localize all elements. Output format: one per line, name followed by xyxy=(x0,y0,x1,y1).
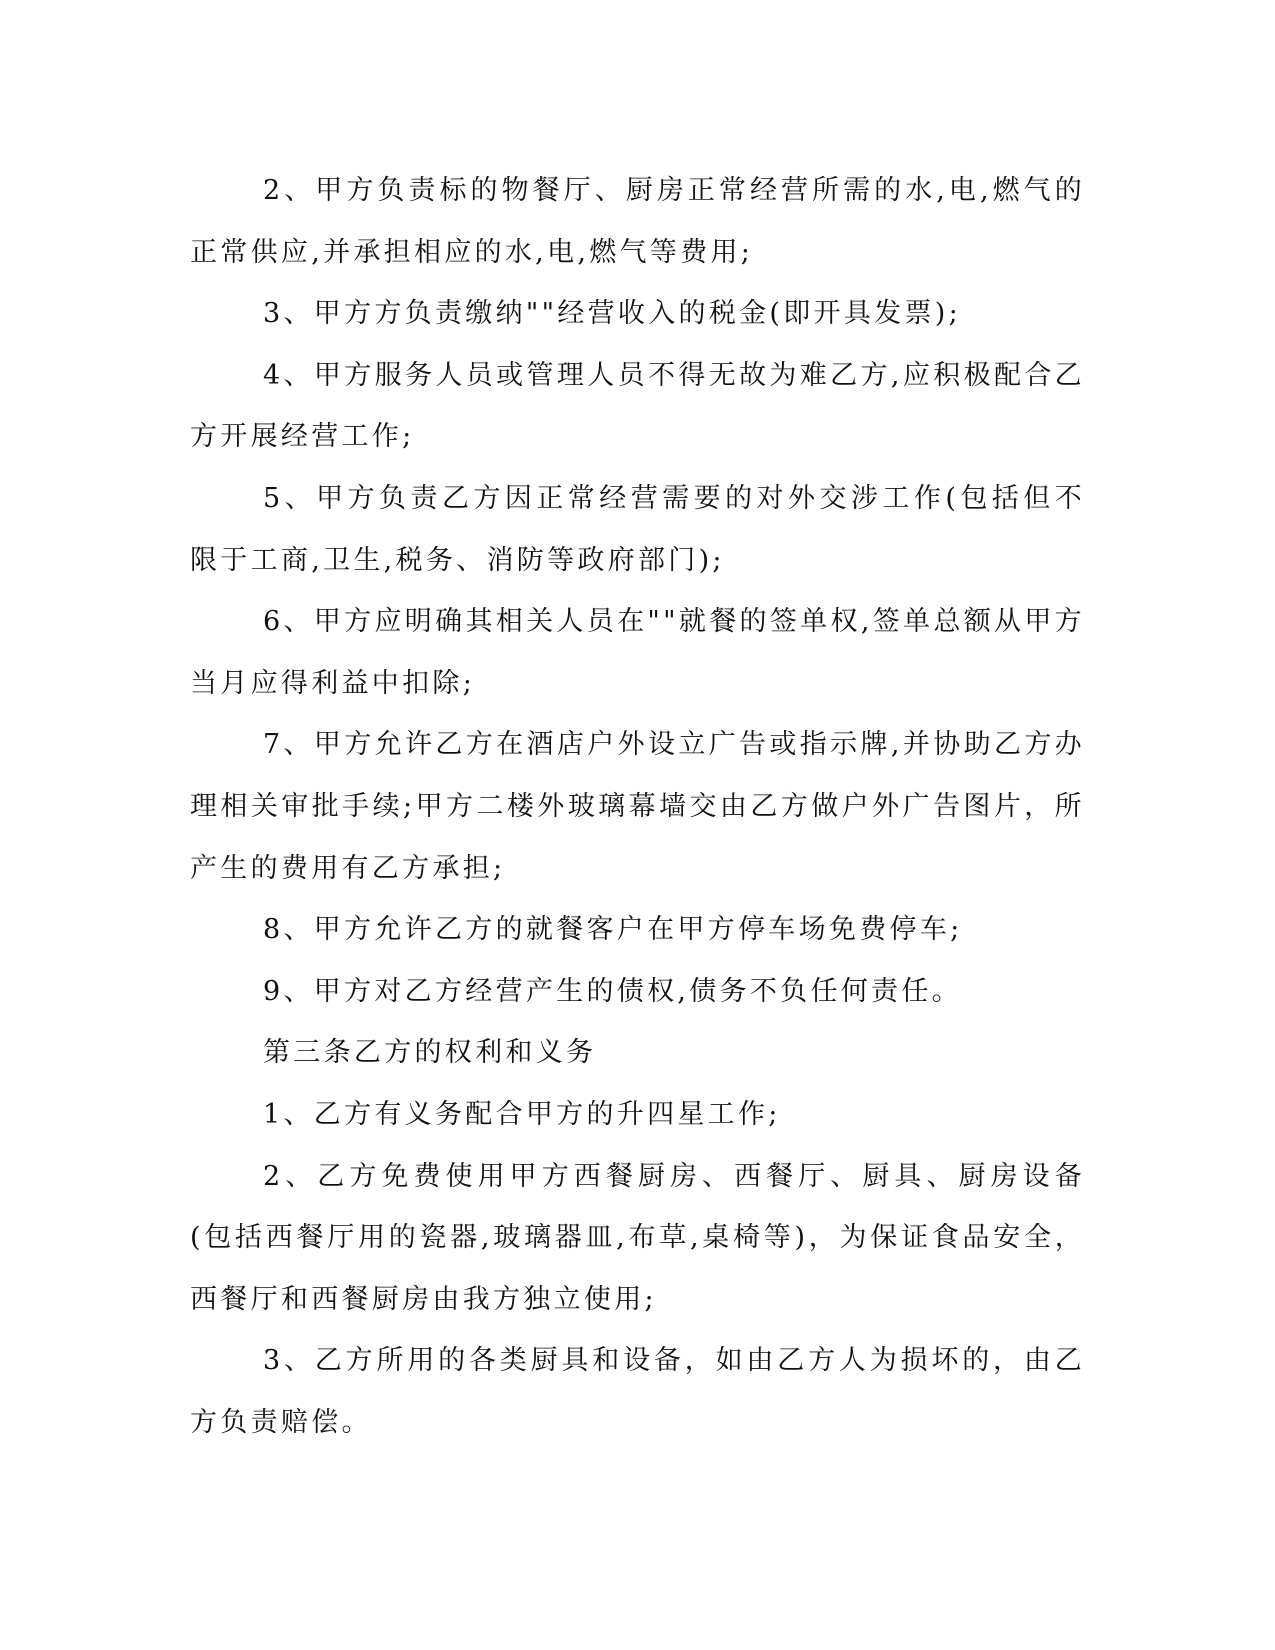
paragraph-clause-b2: 2、乙方免费使用甲方西餐厨房、西餐厅、厨具、厨房设备(包括西餐厅用的瓷器,玻璃器皿,布草,桌椅等)，为保证食品安全，西餐厅和西餐厨房由我方独立使用; xyxy=(190,1160,1085,1315)
section-heading-article-3: 第三条乙方的权利和义务 xyxy=(263,1037,597,1069)
paragraph-clause-b1: 1、乙方有义务配合甲方的升四星工作; xyxy=(263,1098,781,1130)
paragraph-clause-a9: 9、甲方对乙方经营产生的债权,债务不负任何责任。 xyxy=(263,975,962,1007)
document-body xyxy=(190,160,1085,1453)
paragraph-clause-a8: 8、甲方允许乙方的就餐客户在甲方停车场免费停车; xyxy=(263,914,963,946)
paragraph-clause-a3: 3、甲方方负责缴纳""经营收入的税金(即开具发票); xyxy=(263,298,961,330)
paragraph-clause-b3: 3、乙方所用的各类厨具和设备，如由乙方人为损坏的，由乙方负责赔偿。 xyxy=(190,1345,1085,1438)
paragraph-clause-a5: 5、甲方负责乙方因正常经营需要的对外交涉工作(包括但不限于工商,卫生,税务、消防等政府部门); xyxy=(190,482,1085,576)
paragraph-clause-a2: 2、甲方负责标的物餐厅、厨房正常经营所需的水,电,燃气的正常供应,并承担相应的水,电,燃气等费用; xyxy=(190,175,1085,268)
paragraph-clause-a7: 7、甲方允许乙方在酒店户外设立广告或指示牌,并协助乙方办理相关审批手续;甲方二楼外玻璃幕墙交由乙方做户外广告图片，所产生的费用有乙方承担; xyxy=(190,729,1085,884)
paragraph-clause-a4: 4、甲方服务人员或管理人员不得无故为难乙方,应积极配合乙方开展经营工作; xyxy=(190,359,1085,453)
paragraph-clause-a6: 6、甲方应明确其相关人员在""就餐的签单权,签单总额从甲方当月应得利益中扣除; xyxy=(190,606,1085,699)
